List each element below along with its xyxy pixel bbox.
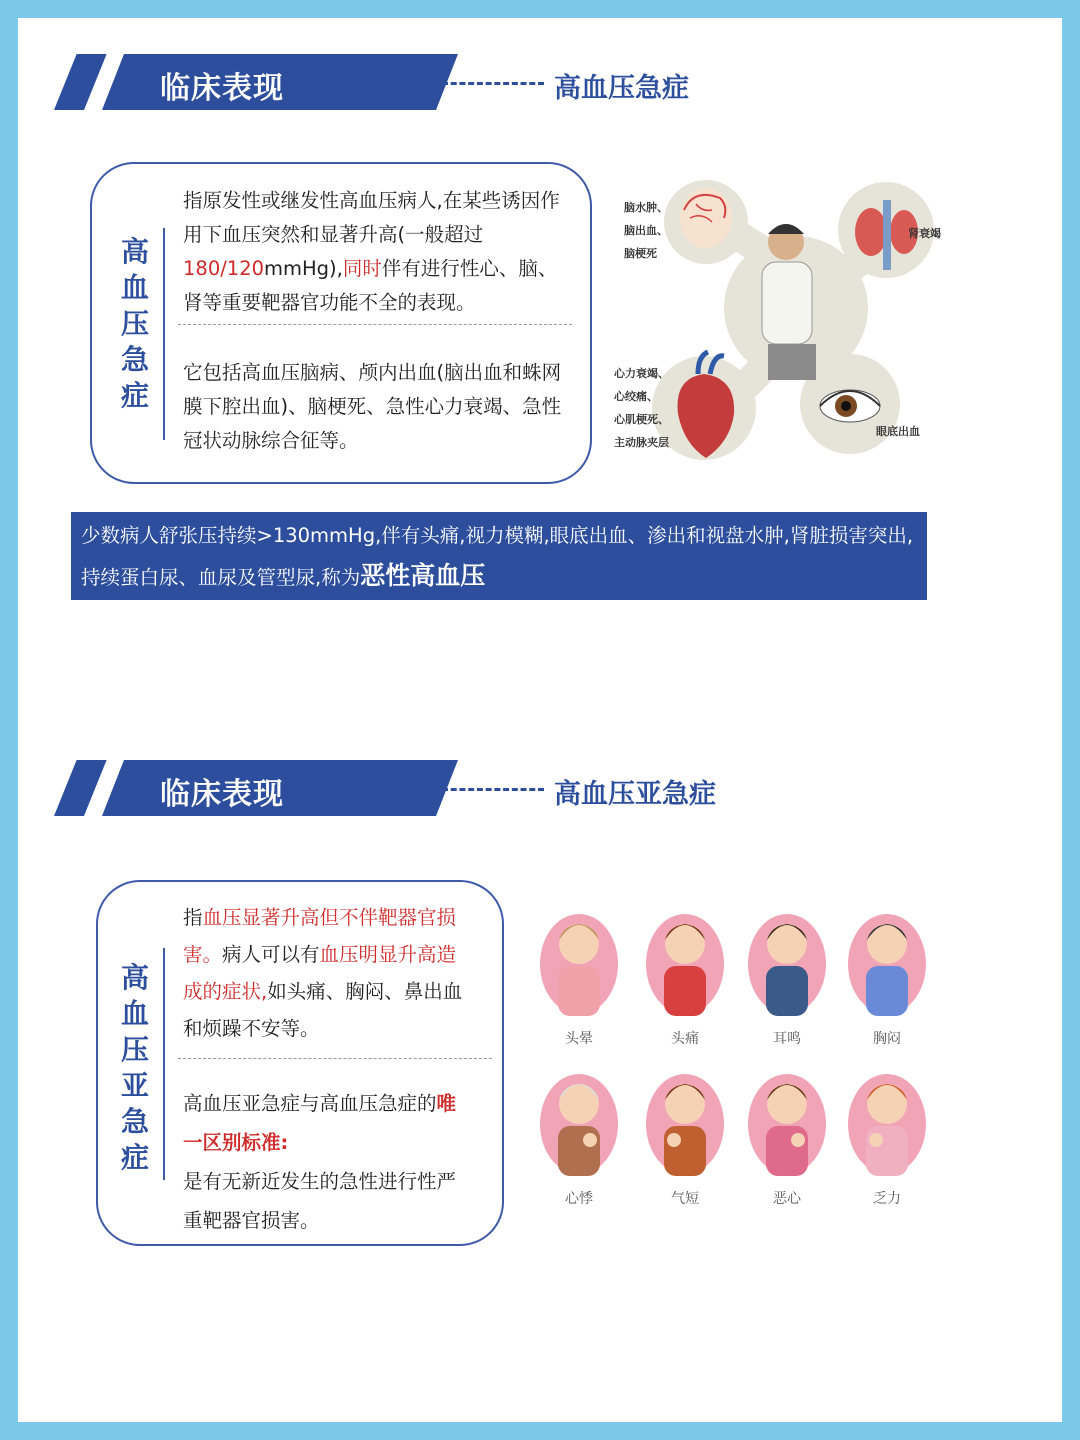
section2-header-title: 临床表现 <box>160 777 284 812</box>
header-stripe <box>54 760 107 816</box>
header-dashes <box>442 82 544 85</box>
symptom-item <box>738 1056 836 1216</box>
section2-header <box>54 760 714 816</box>
banner-emphasis: 恶性高血压 <box>360 561 486 590</box>
symptom-item <box>530 896 628 1056</box>
malignant-hypertension-banner <box>71 512 927 600</box>
definition-text-end: 伴有进行性心、脑、肾等重要靶器官功能不全的表现。 <box>183 257 558 314</box>
symptom-label: 心悸 <box>565 1191 593 1207</box>
def-text: 病人可以有 <box>222 943 320 966</box>
heart-label-failure: 心力衰竭、 <box>614 367 669 380</box>
symptom-person-icon <box>838 1056 936 1186</box>
section2-vertical-title: 高血压亚急症 <box>120 961 149 1174</box>
symptom-person-icon <box>838 896 936 1026</box>
heart-label-dissection: 主动脉夹层 <box>614 436 669 449</box>
symptom-item <box>838 1056 936 1216</box>
section1-vertical-title: 高血压急症 <box>120 235 149 412</box>
header-stripe <box>54 54 107 110</box>
section1-definition <box>183 184 575 320</box>
symptom-person-icon <box>636 1056 734 1186</box>
symptom-person-icon <box>636 896 734 1026</box>
section2-criterion <box>183 1084 473 1240</box>
brain-labels <box>624 196 668 265</box>
brain-label-infarction: 脑梗死 <box>624 247 657 260</box>
criterion-detail: 是有无新近发生的急性进行性严重靶器官损害。 <box>183 1170 457 1232</box>
section1-separator <box>178 324 572 325</box>
symptom-label: 胸闷 <box>873 1031 901 1047</box>
symptom-label: 头痛 <box>671 1031 699 1047</box>
bp-unit: mmHg), <box>264 257 343 280</box>
heart-label-mi: 心肌梗死、 <box>614 413 669 426</box>
brain-label-hemorrhage: 脑出血、 <box>624 224 668 237</box>
symptom-label: 气短 <box>671 1191 699 1207</box>
symptom-label: 耳鸣 <box>773 1031 801 1047</box>
symptom-person-icon <box>530 1056 628 1186</box>
symptom-item <box>838 896 936 1056</box>
brain-label-edema: 脑水肿、 <box>624 201 668 214</box>
symptom-item <box>636 896 734 1056</box>
symptom-illustrations <box>512 880 932 1220</box>
bp-threshold: 180/120 <box>183 257 265 280</box>
symptom-item <box>530 1056 628 1216</box>
heart-label-angina: 心绞痛、 <box>614 390 658 403</box>
eye-label: 眼底出血 <box>876 425 920 438</box>
kidney-label: 肾衰竭 <box>908 227 941 240</box>
header-dashes <box>442 788 544 791</box>
symptom-person-icon <box>738 1056 836 1186</box>
symptom-label: 头晕 <box>565 1031 593 1047</box>
section2-divider <box>163 948 165 1180</box>
section1-header-subtitle: 高血压急症 <box>554 73 689 104</box>
section2-separator <box>178 1058 492 1059</box>
def-symptom-emphasis: 血压明显升高造成的症状, <box>183 943 457 1003</box>
criterion-text: 高血压亚急症与高血压急症的 <box>183 1092 437 1115</box>
emphasis-simultaneous: 同时 <box>342 257 382 280</box>
symptom-item <box>636 1056 734 1216</box>
section1-header <box>54 54 714 110</box>
section2-definition <box>183 899 471 1047</box>
symptom-label: 恶心 <box>773 1191 801 1207</box>
organ-damage-illustration <box>586 160 966 460</box>
def-text-end: 如头痛、胸闷、鼻出血和烦躁不安等。 <box>183 980 463 1040</box>
section2-header-subtitle: 高血压亚急症 <box>554 779 716 810</box>
section1-header-title: 临床表现 <box>160 71 284 106</box>
heart-labels <box>614 362 669 454</box>
symptom-person-icon <box>738 896 836 1026</box>
definition-text: 指原发性或继发性高血压病人,在某些诱因作用下血压突然和显著升高(一般超过 <box>183 189 560 246</box>
banner-text: 少数病人舒张压持续>130mmHg,伴有头痛,视力模糊,眼底出血、渗出和视盘水肿,肾脏损害突出,持续蛋白尿、血尿及管型尿,称为 <box>81 524 914 589</box>
section1-includes: 它包括高血压脑病、颅内出血(脑出血和蛛网膜下腔出血)、脑梗死、急性心力衰竭、急性冠状动脉综合征等。 <box>183 361 562 452</box>
def-emphasis: 血压显著升高但不伴靶器官损害。 <box>183 906 457 966</box>
symptom-person-icon <box>530 896 628 1026</box>
symptom-label: 乏力 <box>873 1191 901 1207</box>
def-prefix: 指 <box>183 906 203 929</box>
section1-divider <box>163 228 165 440</box>
criterion-emphasis: 唯一区别标准: <box>183 1092 457 1154</box>
symptom-item <box>738 896 836 1056</box>
